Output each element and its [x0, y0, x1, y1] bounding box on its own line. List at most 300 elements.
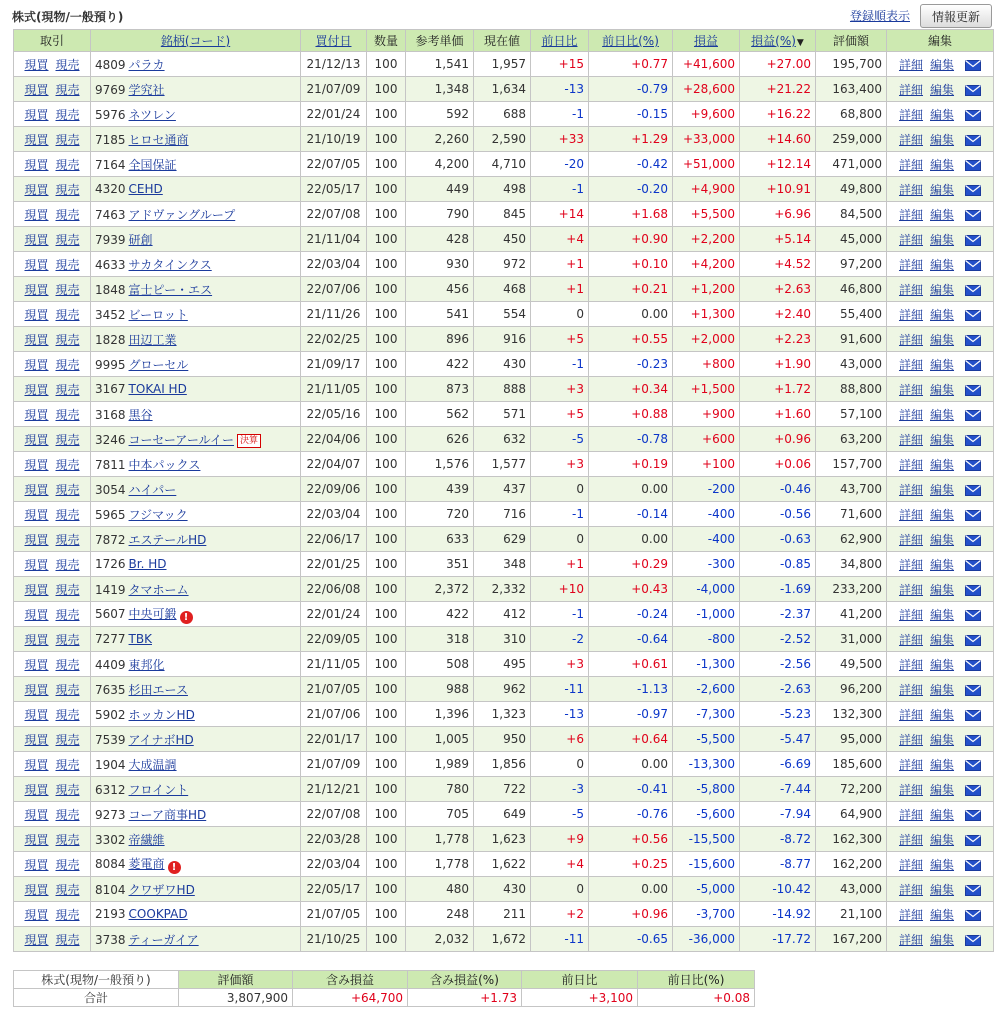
- edit-link[interactable]: 編集: [930, 332, 955, 347]
- table-row: [14, 827, 994, 852]
- edit-cell: [887, 327, 994, 352]
- sell-link[interactable]: 現売: [55, 782, 80, 797]
- detail-link[interactable]: 詳細: [898, 182, 923, 197]
- summary-label-total: 合計: [14, 989, 179, 1007]
- detail-link[interactable]: 詳細: [898, 157, 923, 172]
- buy-date: 22/03/28: [301, 827, 367, 852]
- valuation: 49,800: [816, 177, 887, 202]
- detail-link[interactable]: 詳細: [898, 657, 923, 672]
- edit-link[interactable]: 編集: [930, 482, 955, 497]
- mail-icon[interactable]: [965, 435, 981, 446]
- sell-link[interactable]: 現売: [55, 82, 80, 97]
- sell-link[interactable]: 現売: [55, 132, 80, 147]
- stock-name-link[interactable]: 研創: [128, 232, 153, 247]
- buy-link[interactable]: 現買: [24, 107, 49, 122]
- sell-link[interactable]: 現売: [55, 507, 80, 522]
- buy-link[interactable]: 現買: [24, 557, 49, 572]
- buy-link[interactable]: 現買: [24, 482, 49, 497]
- table-row: [14, 452, 994, 477]
- buy-link[interactable]: 現買: [24, 707, 49, 722]
- col-change[interactable]: [531, 30, 589, 52]
- stock-code: 4633: [95, 257, 126, 272]
- pnl-pct: -0.56: [740, 502, 816, 527]
- stock-code: 3302: [95, 832, 126, 847]
- detail-link[interactable]: 詳細: [898, 832, 923, 847]
- mail-icon[interactable]: [965, 410, 981, 421]
- detail-link[interactable]: 詳細: [898, 332, 923, 347]
- detail-link[interactable]: 詳細: [898, 582, 923, 597]
- stock-name-link[interactable]: 中央可鍛: [128, 606, 177, 621]
- change: 0: [531, 302, 589, 327]
- buy-link[interactable]: 現買: [24, 757, 49, 772]
- pnl-pct: -8.77: [740, 852, 816, 877]
- earnings-badge: 決算: [237, 434, 261, 448]
- buy-link[interactable]: 現買: [24, 332, 49, 347]
- sell-link[interactable]: 現売: [55, 257, 80, 272]
- buy-link[interactable]: 現買: [24, 82, 49, 97]
- mail-icon[interactable]: [965, 885, 981, 896]
- buy-link[interactable]: 現買: [24, 232, 49, 247]
- detail-link[interactable]: 詳細: [898, 282, 923, 297]
- edit-link[interactable]: 編集: [930, 357, 955, 372]
- sort-by-pnl-link[interactable]: 損益: [693, 34, 718, 48]
- sell-link[interactable]: 現売: [55, 482, 80, 497]
- edit-link[interactable]: 編集: [930, 57, 955, 72]
- stock-name-link[interactable]: クワザワHD: [128, 882, 195, 897]
- change: +4: [531, 227, 589, 252]
- name-cell: [91, 102, 301, 127]
- stock-name-link[interactable]: CEHD: [128, 182, 163, 196]
- stock-code: 8104: [95, 882, 126, 897]
- buy-link[interactable]: 現買: [24, 132, 49, 147]
- sell-link[interactable]: 現売: [55, 157, 80, 172]
- detail-link[interactable]: 詳細: [898, 857, 923, 872]
- stock-name-link[interactable]: グローセル: [128, 357, 189, 372]
- detail-link[interactable]: 詳細: [898, 707, 923, 722]
- edit-link[interactable]: 編集: [930, 632, 955, 647]
- stock-name-link[interactable]: ホッカンHD: [128, 707, 195, 722]
- detail-link[interactable]: 詳細: [898, 907, 923, 922]
- buy-link[interactable]: 現買: [24, 382, 49, 397]
- stock-name-link[interactable]: エステールHD: [128, 532, 207, 547]
- stock-name-link[interactable]: コーセーアールイー: [128, 432, 235, 447]
- ref-price: 1,348: [406, 77, 474, 102]
- buy-link[interactable]: 現買: [24, 832, 49, 847]
- quantity: 100: [367, 202, 406, 227]
- stock-name-link[interactable]: ティーガイア: [128, 932, 199, 947]
- detail-link[interactable]: 詳細: [898, 382, 923, 397]
- detail-link[interactable]: 詳細: [898, 782, 923, 797]
- buy-link[interactable]: 現買: [24, 857, 49, 872]
- mail-icon[interactable]: [965, 360, 981, 371]
- edit-link[interactable]: 編集: [930, 82, 955, 97]
- change-pct: -0.23: [589, 352, 673, 377]
- edit-link[interactable]: 編集: [930, 207, 955, 222]
- edit-link[interactable]: 編集: [930, 682, 955, 697]
- change-pct: +1.29: [589, 127, 673, 152]
- edit-link[interactable]: 編集: [930, 832, 955, 847]
- edit-link[interactable]: 編集: [930, 582, 955, 597]
- detail-link[interactable]: 詳細: [898, 57, 923, 72]
- mail-icon[interactable]: [965, 735, 981, 746]
- stock-name-link[interactable]: 富士ピー・エス: [128, 282, 213, 297]
- stock-code: 3054: [95, 482, 126, 497]
- sell-link[interactable]: 現売: [55, 682, 80, 697]
- edit-link[interactable]: 編集: [930, 157, 955, 172]
- stock-name-link[interactable]: 杉田エース: [128, 682, 188, 697]
- edit-link[interactable]: 編集: [930, 232, 955, 247]
- sell-link[interactable]: 現売: [55, 57, 80, 72]
- stock-name-link[interactable]: 菱電商: [128, 856, 165, 871]
- detail-link[interactable]: 詳細: [898, 232, 923, 247]
- edit-link[interactable]: 編集: [930, 432, 955, 447]
- mail-icon[interactable]: [965, 160, 981, 171]
- stock-name-link[interactable]: コーア商事HD: [128, 807, 207, 822]
- change-pct: +0.21: [589, 277, 673, 302]
- buy-link[interactable]: 現買: [24, 632, 49, 647]
- name-cell: [91, 127, 301, 152]
- buy-link[interactable]: 現買: [24, 407, 49, 422]
- col-name[interactable]: [91, 30, 301, 52]
- stock-name-link[interactable]: COOKPAD: [128, 907, 188, 921]
- mail-icon[interactable]: [965, 660, 981, 671]
- sell-link[interactable]: 現売: [55, 932, 80, 947]
- refresh-button[interactable]: 情報更新: [920, 4, 992, 28]
- change-pct: 0.00: [589, 527, 673, 552]
- detail-link[interactable]: 詳細: [898, 432, 923, 447]
- edit-link[interactable]: 編集: [930, 807, 955, 822]
- detail-link[interactable]: 詳細: [898, 257, 923, 272]
- mail-icon[interactable]: [965, 135, 981, 146]
- buy-link[interactable]: 現買: [24, 807, 49, 822]
- change-pct: -0.64: [589, 627, 673, 652]
- stock-name-link[interactable]: 東邦化: [128, 657, 165, 672]
- edit-link[interactable]: 編集: [930, 507, 955, 522]
- stock-name-link[interactable]: TBK: [128, 632, 152, 646]
- stock-name-link[interactable]: 黒谷: [128, 407, 153, 422]
- buy-link[interactable]: 現買: [24, 57, 49, 72]
- stock-name-link[interactable]: TOKAI HD: [128, 382, 187, 396]
- edit-cell: [887, 902, 994, 927]
- buy-link[interactable]: 現買: [24, 732, 49, 747]
- mail-icon[interactable]: [965, 235, 981, 246]
- detail-link[interactable]: 詳細: [898, 932, 923, 947]
- mail-icon[interactable]: [965, 210, 981, 221]
- edit-link[interactable]: 編集: [930, 257, 955, 272]
- change-pct: +0.19: [589, 452, 673, 477]
- trade-cell: [14, 152, 91, 177]
- stock-name-link[interactable]: ハイパー: [128, 482, 177, 497]
- pnl: +1,200: [673, 277, 740, 302]
- mail-icon[interactable]: [965, 60, 981, 71]
- edit-link[interactable]: 編集: [930, 532, 955, 547]
- sell-link[interactable]: 現売: [55, 182, 80, 197]
- mail-icon[interactable]: [965, 510, 981, 521]
- alert-icon[interactable]: !: [180, 611, 193, 624]
- sell-link[interactable]: 現売: [55, 232, 80, 247]
- sell-link[interactable]: 現売: [55, 757, 80, 772]
- edit-link[interactable]: 編集: [930, 782, 955, 797]
- detail-link[interactable]: 詳細: [898, 757, 923, 772]
- sell-link[interactable]: 現売: [55, 907, 80, 922]
- buy-link[interactable]: 現買: [24, 607, 49, 622]
- buy-link[interactable]: 現買: [24, 157, 49, 172]
- buy-link[interactable]: 現買: [24, 582, 49, 597]
- edit-link[interactable]: 編集: [930, 657, 955, 672]
- detail-link[interactable]: 詳細: [898, 407, 923, 422]
- stock-name-link[interactable]: 大成温調: [128, 757, 177, 772]
- detail-link[interactable]: 詳細: [898, 107, 923, 122]
- stock-name-link[interactable]: フロイント: [128, 782, 189, 797]
- buy-link[interactable]: 現買: [24, 182, 49, 197]
- summary-col-unrealized-pnl: 含み損益: [293, 971, 408, 989]
- quantity: 100: [367, 827, 406, 852]
- pnl-pct: -7.44: [740, 777, 816, 802]
- buy-link[interactable]: 現買: [24, 782, 49, 797]
- edit-link[interactable]: 編集: [930, 457, 955, 472]
- col-pnl-pct[interactable]: [740, 30, 816, 52]
- stock-name-link[interactable]: アイナボHD: [128, 732, 194, 747]
- sort-by-change-link[interactable]: 前日比: [541, 34, 578, 48]
- detail-link[interactable]: 詳細: [898, 607, 923, 622]
- edit-link[interactable]: 編集: [930, 607, 955, 622]
- sell-link[interactable]: 現売: [55, 632, 80, 647]
- pnl: +4,900: [673, 177, 740, 202]
- sell-link[interactable]: 現売: [55, 332, 80, 347]
- mail-icon[interactable]: [965, 385, 981, 396]
- sort-by-change-pct-link[interactable]: 前日比(%): [602, 34, 659, 48]
- mail-icon[interactable]: [965, 635, 981, 646]
- buy-link[interactable]: 現買: [24, 657, 49, 672]
- trade-cell: [14, 877, 91, 902]
- detail-link[interactable]: 詳細: [898, 482, 923, 497]
- sell-link[interactable]: 現売: [55, 832, 80, 847]
- mail-icon[interactable]: [965, 310, 981, 321]
- stock-name-link[interactable]: ネツレン: [128, 107, 176, 122]
- sell-link[interactable]: 現売: [55, 207, 80, 222]
- change-pct: -0.97: [589, 702, 673, 727]
- pnl-pct: -2.37: [740, 602, 816, 627]
- sell-link[interactable]: 現売: [55, 407, 80, 422]
- detail-link[interactable]: 詳細: [898, 807, 923, 822]
- edit-cell: [887, 77, 994, 102]
- stock-name-link[interactable]: ヒロセ通商: [128, 132, 189, 147]
- mail-icon[interactable]: [965, 285, 981, 296]
- mail-icon[interactable]: [965, 485, 981, 496]
- sell-link[interactable]: 現売: [55, 307, 80, 322]
- mail-icon[interactable]: [965, 935, 981, 946]
- detail-link[interactable]: 詳細: [898, 207, 923, 222]
- ref-price: 1,989: [406, 752, 474, 777]
- buy-date: 22/07/06: [301, 277, 367, 302]
- mail-icon[interactable]: [965, 585, 981, 596]
- table-row: [14, 352, 994, 377]
- table-row: [14, 302, 994, 327]
- edit-link[interactable]: 編集: [930, 907, 955, 922]
- quantity: 100: [367, 352, 406, 377]
- edit-cell: [887, 877, 994, 902]
- col-change-pct[interactable]: [589, 30, 673, 52]
- stock-name-link[interactable]: サカタインクス: [128, 257, 212, 272]
- buy-link[interactable]: 現買: [24, 682, 49, 697]
- mail-icon[interactable]: [965, 335, 981, 346]
- table-row: [14, 777, 994, 802]
- detail-link[interactable]: 詳細: [898, 357, 923, 372]
- buy-link[interactable]: 現買: [24, 507, 49, 522]
- stock-name-link[interactable]: Br. HD: [128, 557, 167, 571]
- mail-icon[interactable]: [965, 710, 981, 721]
- detail-link[interactable]: 詳細: [898, 882, 923, 897]
- sell-link[interactable]: 現売: [55, 607, 80, 622]
- current-price: 348: [474, 552, 531, 577]
- mail-icon[interactable]: [965, 810, 981, 821]
- trade-cell: [14, 402, 91, 427]
- stock-name-link[interactable]: フジマック: [128, 507, 188, 522]
- mail-icon[interactable]: [965, 910, 981, 921]
- stock-name-link[interactable]: 帝繊維: [128, 832, 165, 847]
- buy-link[interactable]: 現買: [24, 457, 49, 472]
- sell-link[interactable]: 現売: [55, 807, 80, 822]
- edit-link[interactable]: 編集: [930, 407, 955, 422]
- buy-date: 22/04/07: [301, 452, 367, 477]
- mail-icon[interactable]: [965, 760, 981, 771]
- registration-order-link[interactable]: 登録順表示: [849, 9, 910, 23]
- detail-link[interactable]: 詳細: [898, 132, 923, 147]
- stock-code: 7463: [95, 207, 126, 222]
- ref-price: 541: [406, 302, 474, 327]
- detail-link[interactable]: 詳細: [898, 82, 923, 97]
- mail-icon[interactable]: [965, 835, 981, 846]
- stock-code: 7635: [95, 682, 126, 697]
- detail-link[interactable]: 詳細: [898, 732, 923, 747]
- edit-link[interactable]: 編集: [930, 182, 955, 197]
- stock-code: 5902: [95, 707, 126, 722]
- mail-icon[interactable]: [965, 185, 981, 196]
- col-pnl[interactable]: [673, 30, 740, 52]
- edit-link[interactable]: 編集: [930, 282, 955, 297]
- edit-link[interactable]: 編集: [930, 707, 955, 722]
- stock-name-link[interactable]: タマホーム: [128, 582, 189, 597]
- edit-link[interactable]: 編集: [930, 307, 955, 322]
- sell-link[interactable]: 現売: [55, 707, 80, 722]
- change-pct: +0.10: [589, 252, 673, 277]
- buy-link[interactable]: 現買: [24, 257, 49, 272]
- mail-icon[interactable]: [965, 460, 981, 471]
- name-cell: [91, 327, 301, 352]
- col-buy-date[interactable]: [301, 30, 367, 52]
- detail-link[interactable]: 詳細: [898, 682, 923, 697]
- sell-link[interactable]: 現売: [55, 457, 80, 472]
- stock-name-link[interactable]: 田辺工業: [128, 332, 177, 347]
- stock-name-link[interactable]: 学究社: [128, 82, 165, 97]
- change: +9: [531, 827, 589, 852]
- mail-icon[interactable]: [965, 560, 981, 571]
- buy-link[interactable]: 現買: [24, 307, 49, 322]
- stock-name-link[interactable]: ビーロット: [128, 307, 188, 322]
- trade-cell: [14, 202, 91, 227]
- detail-link[interactable]: 詳細: [898, 532, 923, 547]
- change-pct: -0.20: [589, 177, 673, 202]
- detail-link[interactable]: 詳細: [898, 457, 923, 472]
- detail-link[interactable]: 詳細: [898, 507, 923, 522]
- current-price: 972: [474, 252, 531, 277]
- sell-link[interactable]: 現売: [55, 557, 80, 572]
- buy-link[interactable]: 現買: [24, 357, 49, 372]
- edit-link[interactable]: 編集: [930, 882, 955, 897]
- mail-icon[interactable]: [965, 260, 981, 271]
- stock-name-link[interactable]: 中本パックス: [128, 457, 201, 472]
- mail-icon[interactable]: [965, 85, 981, 96]
- mail-icon[interactable]: [965, 685, 981, 696]
- sort-by-pnl-pct-link[interactable]: 損益(%): [751, 34, 796, 48]
- ref-price: 2,260: [406, 127, 474, 152]
- sell-link[interactable]: 現売: [55, 657, 80, 672]
- buy-link[interactable]: 現買: [24, 207, 49, 222]
- mail-icon[interactable]: [965, 110, 981, 121]
- sell-link[interactable]: 現売: [55, 382, 80, 397]
- sell-link[interactable]: 現売: [55, 732, 80, 747]
- edit-link[interactable]: 編集: [930, 132, 955, 147]
- buy-link[interactable]: 現買: [24, 932, 49, 947]
- name-cell: [91, 602, 301, 627]
- edit-link[interactable]: 編集: [930, 382, 955, 397]
- buy-link[interactable]: 現買: [24, 532, 49, 547]
- trade-cell: [14, 302, 91, 327]
- pnl-pct: -17.72: [740, 927, 816, 952]
- sell-link[interactable]: 現売: [55, 532, 80, 547]
- stock-name-link[interactable]: パラカ: [128, 57, 165, 72]
- sell-link[interactable]: 現売: [55, 882, 80, 897]
- edit-link[interactable]: 編集: [930, 757, 955, 772]
- edit-link[interactable]: 編集: [930, 857, 955, 872]
- stock-name-link[interactable]: アドヴァングループ: [128, 207, 236, 222]
- trade-cell: [14, 627, 91, 652]
- buy-link[interactable]: 現買: [24, 907, 49, 922]
- detail-link[interactable]: 詳細: [898, 632, 923, 647]
- mail-icon[interactable]: [965, 535, 981, 546]
- sort-by-date-link[interactable]: 買付日: [315, 34, 352, 48]
- mail-icon[interactable]: [965, 860, 981, 871]
- edit-link[interactable]: 編集: [930, 932, 955, 947]
- buy-link[interactable]: 現買: [24, 282, 49, 297]
- detail-link[interactable]: 詳細: [898, 557, 923, 572]
- sell-link[interactable]: 現売: [55, 432, 80, 447]
- sell-link[interactable]: 現売: [55, 357, 80, 372]
- pnl: +1,300: [673, 302, 740, 327]
- quantity: 100: [367, 102, 406, 127]
- sell-link[interactable]: 現売: [55, 107, 80, 122]
- buy-link[interactable]: 現買: [24, 882, 49, 897]
- edit-link[interactable]: 編集: [930, 732, 955, 747]
- detail-link[interactable]: 詳細: [898, 307, 923, 322]
- table-row: [14, 177, 994, 202]
- valuation: 167,200: [816, 927, 887, 952]
- sell-link[interactable]: 現売: [55, 857, 80, 872]
- buy-link[interactable]: 現買: [24, 432, 49, 447]
- sort-by-name-link[interactable]: 銘柄(コード): [160, 34, 231, 48]
- sell-link[interactable]: 現売: [55, 582, 80, 597]
- edit-link[interactable]: 編集: [930, 557, 955, 572]
- sell-link[interactable]: 現売: [55, 282, 80, 297]
- stock-code: 7811: [95, 457, 126, 472]
- alert-icon[interactable]: !: [168, 861, 181, 874]
- edit-link[interactable]: 編集: [930, 107, 955, 122]
- mail-icon[interactable]: [965, 785, 981, 796]
- change-pct: +1.68: [589, 202, 673, 227]
- pnl-pct: -5.23: [740, 702, 816, 727]
- stock-name-link[interactable]: 全国保証: [128, 157, 177, 172]
- mail-icon[interactable]: [965, 610, 981, 621]
